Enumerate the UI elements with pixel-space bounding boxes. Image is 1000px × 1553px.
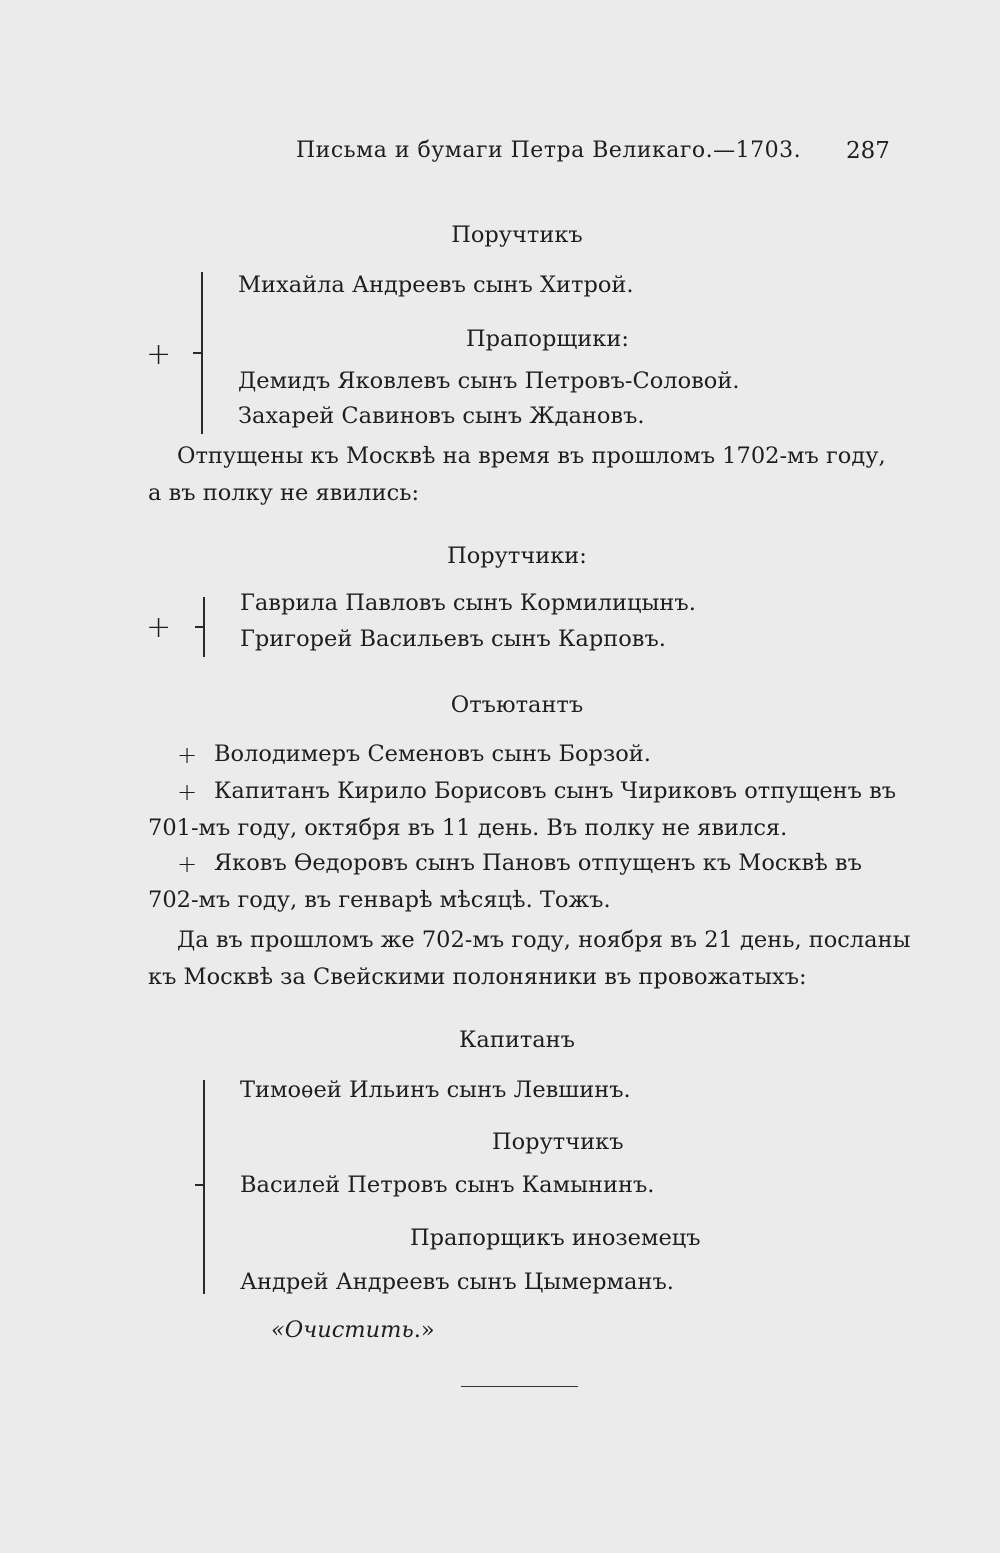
running-title: Письма и бумаги Петра Великаго.—1703. xyxy=(296,138,802,163)
section3-item1: Володимеръ Семеновъ сынъ Борзой. xyxy=(214,741,651,767)
section3-item3-line1: Яковъ Өедоровъ сынъ Пановъ отпущенъ къ Москвѣ въ xyxy=(214,850,862,876)
section4-name2: Василей Петровъ сынъ Камынинъ. xyxy=(240,1172,655,1198)
closing-note xyxy=(271,1317,435,1343)
section1-name1: Михайла Андреевъ сынъ Хитрой. xyxy=(238,272,634,298)
section4-name1: Тимоѳей Ильинъ сынъ Левшинъ. xyxy=(240,1077,631,1103)
section4-brace xyxy=(203,1080,205,1294)
section1-brace-point xyxy=(193,352,201,362)
section4-subheading2: Прапорщикъ иноземецъ xyxy=(410,1225,701,1251)
closing-note-end: .» xyxy=(413,1317,435,1343)
para2-line1: Да въ прошломъ же 702-мъ году, ноября въ 21 день, посланы xyxy=(177,927,911,953)
section3-item3-line2: 702-мъ году, въ генварѣ мѣсяцѣ. Тожъ. xyxy=(148,887,611,913)
section4-heading: Капитанъ xyxy=(459,1027,575,1053)
section1-brace xyxy=(201,272,203,434)
section2-brace xyxy=(203,597,205,657)
section1-plus-mark: + xyxy=(146,337,172,372)
para2-line2: къ Москвѣ за Свейскими полоняники въ провожатыхъ: xyxy=(148,964,807,990)
item1-plus-mark: + xyxy=(177,741,198,769)
section2-plus-mark: + xyxy=(146,610,172,645)
section3-heading: Отъютантъ xyxy=(450,692,584,718)
section2-brace-point xyxy=(195,626,203,636)
item2-plus-mark: + xyxy=(177,778,198,806)
section1-subheading: Прапорщики: xyxy=(466,326,629,352)
section3-item2-line2: 701-мъ году, октября въ 11 день. Въ полку не явился. xyxy=(148,815,788,841)
para1-line2: а въ полку не явились: xyxy=(148,480,420,506)
section2-name2: Григорей Васильевъ сынъ Карповъ. xyxy=(240,626,666,652)
section4-subheading1: Порутчикъ xyxy=(492,1129,624,1155)
page-number: 287 xyxy=(846,138,890,164)
section2-heading: Порутчики: xyxy=(447,543,587,569)
item3-plus-mark: + xyxy=(177,850,198,878)
section2-name1: Гаврила Павловъ сынъ Кормилицынъ. xyxy=(240,590,696,616)
section3-item2-line1: Капитанъ Кирило Борисовъ сынъ Чириковъ отпущенъ въ xyxy=(214,778,897,804)
section1-name3: Захарей Савиновъ сынъ Ждановъ. xyxy=(238,403,645,429)
closing-rule xyxy=(461,1386,578,1387)
section4-brace-point xyxy=(195,1184,203,1194)
section4-name3: Андрей Андреевъ сынъ Цымерманъ. xyxy=(240,1269,674,1295)
section1-heading: Поручтикъ xyxy=(451,222,583,248)
closing-note-text: «Очистить xyxy=(271,1317,414,1343)
para1-line1: Отпущены къ Москвѣ на время въ прошломъ 1702-мъ году, xyxy=(177,443,886,469)
section1-name2: Демидъ Яковлевъ сынъ Петровъ-Соловой. xyxy=(238,368,740,394)
